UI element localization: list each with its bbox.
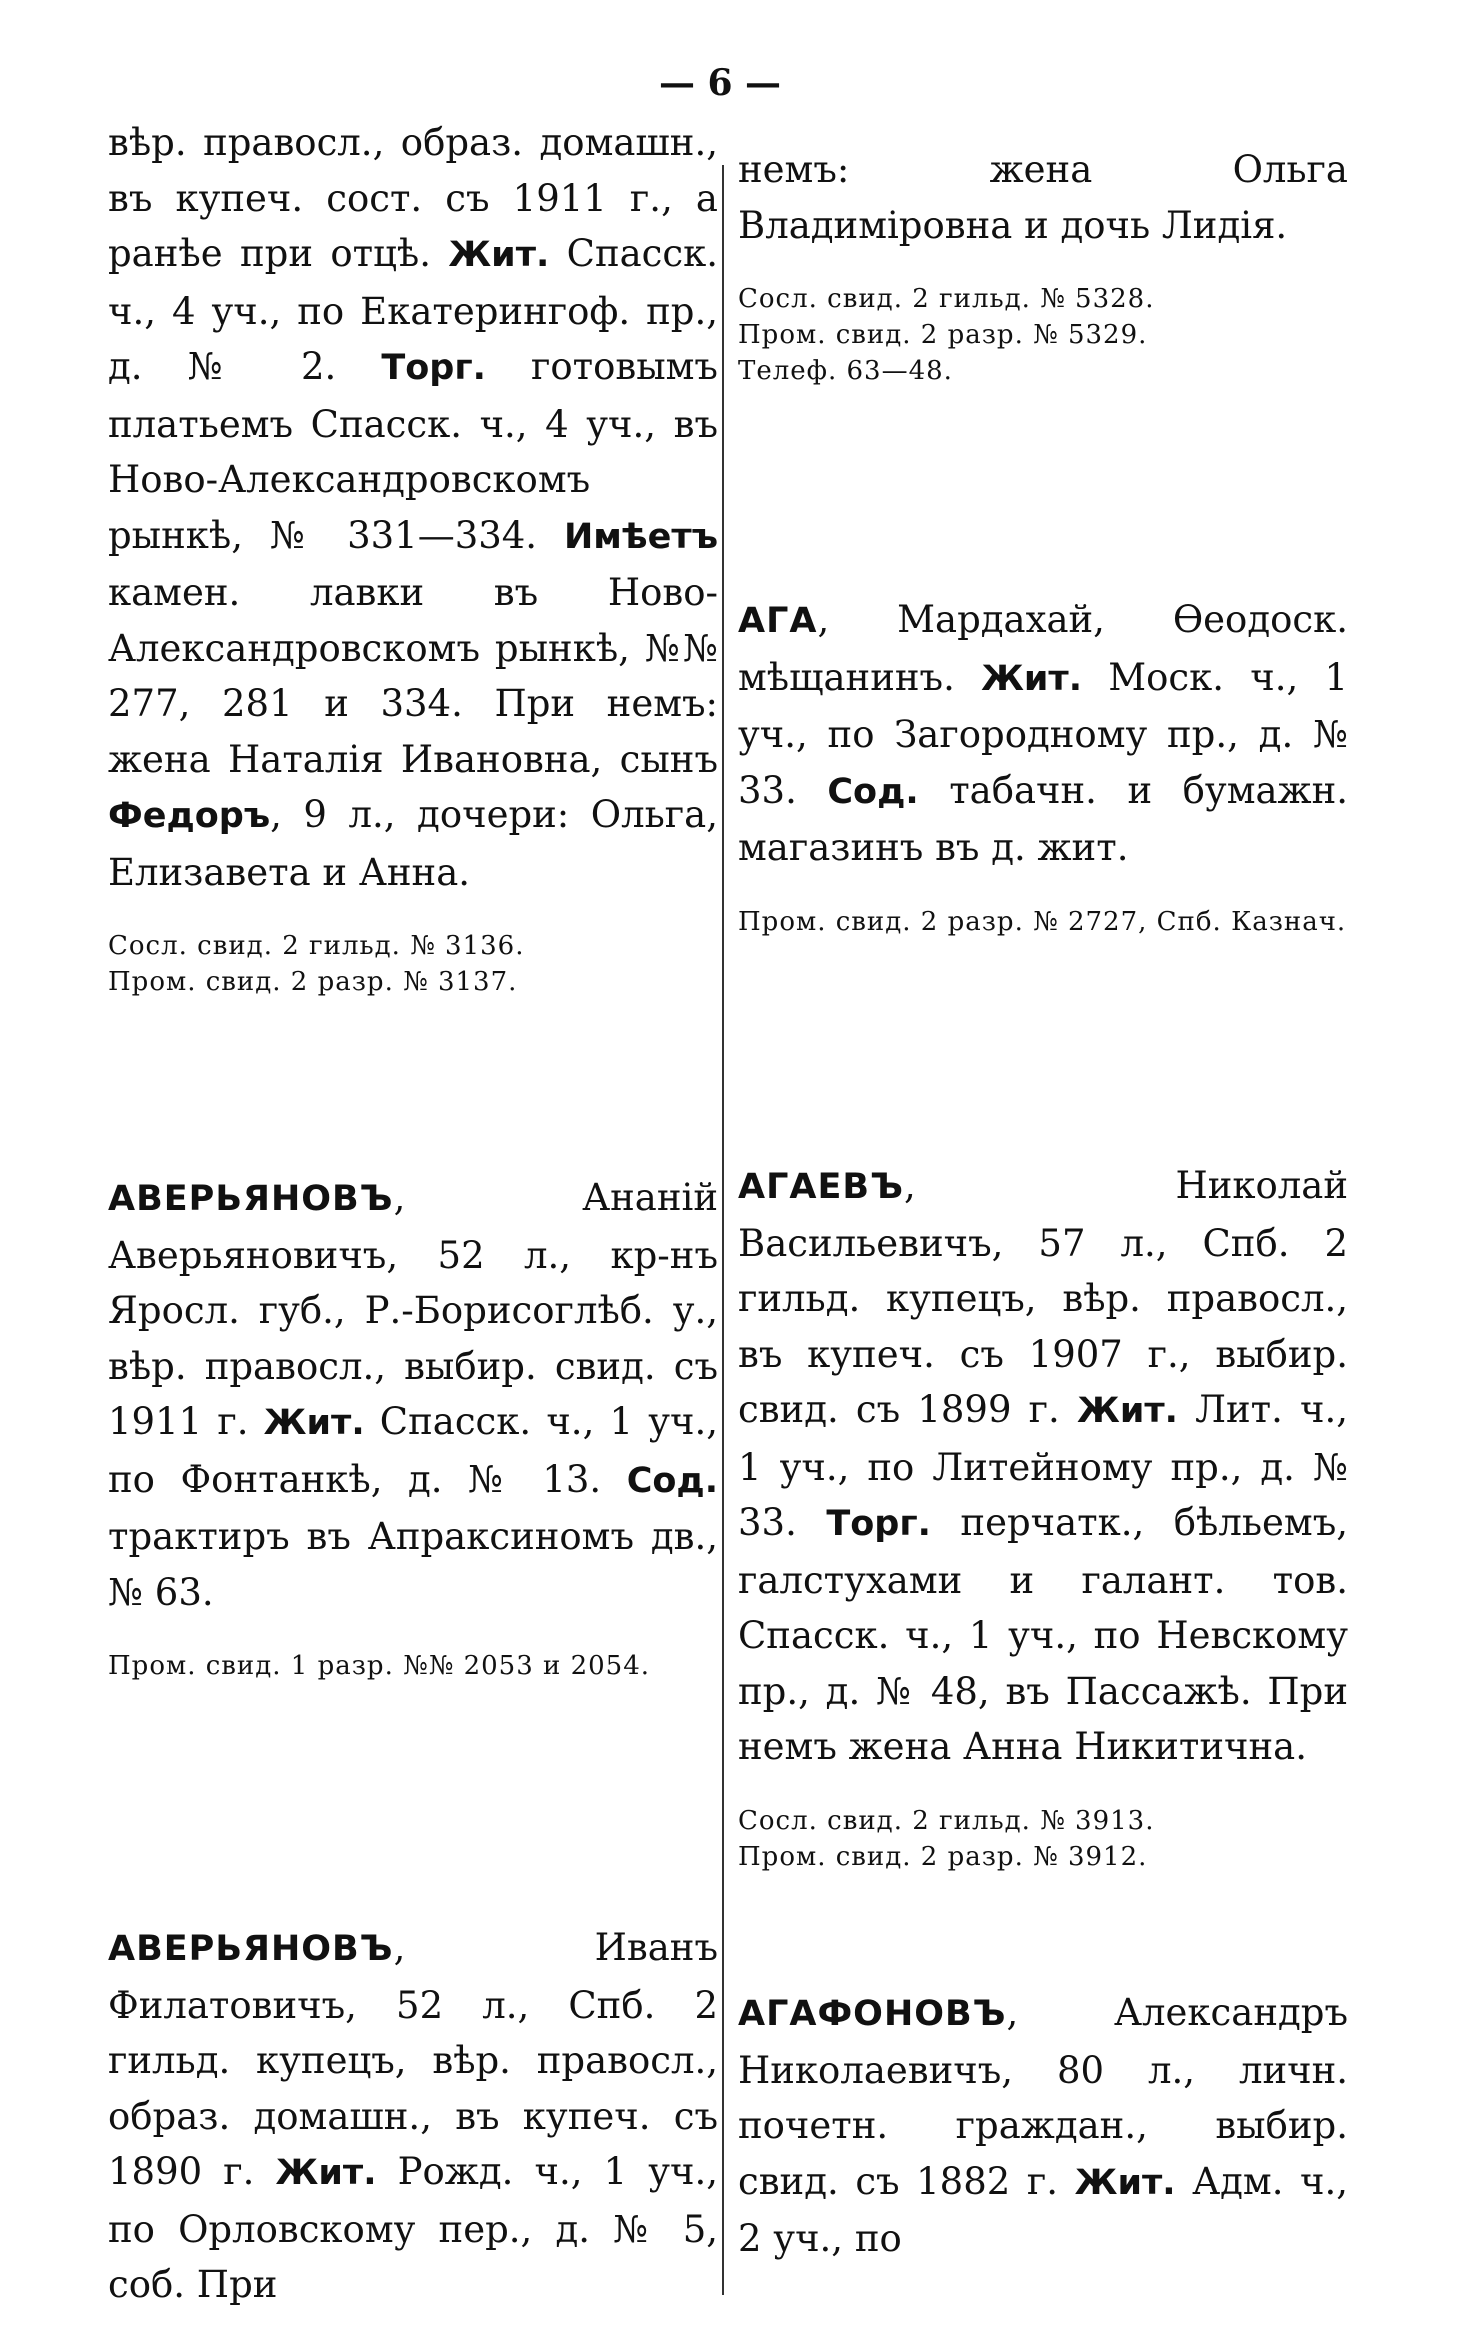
phone-note: Телеф. 63—48. — [738, 356, 953, 386]
entry-text: Спасск. ч., 4 уч., по Екатерингоф. пр., д. № 2. — [108, 232, 719, 388]
entry-text: Адм. ч., 2 уч., по — [738, 2159, 1349, 2260]
keyword-owns: Имѣетъ — [564, 516, 718, 557]
entry-text: Лит. ч., 1 уч., по Литейному пр., д. № 33. — [738, 1388, 1348, 1544]
entry-aga — [738, 592, 1348, 940]
keyword-maintains: Сод. — [626, 1460, 718, 1501]
entry-body — [108, 1170, 718, 1620]
certificate-note: Сосл. свид. 2 гильд. № 5328. — [738, 284, 1155, 314]
entry-agaev — [738, 1158, 1348, 1875]
entry-agafonov — [738, 1985, 1348, 2267]
entry-text: , Мардахай, Ѳеодоск. мѣщанинъ. — [738, 598, 1348, 699]
entry-surname: АВЕРЬЯНОВЪ — [108, 1929, 394, 1969]
entry-text: , Александръ Николаевичъ, 80 л., личн. почетн. граждан., выбир. свид. съ 1882 г. — [738, 1991, 1348, 2203]
keyword-residence: Жит. — [981, 658, 1083, 699]
entry-text: вѣр. правосл., образ. домашн., въ купеч. сост. съ 1911 г., а ранѣе при отцѣ. — [108, 121, 718, 275]
certificate-note: Сосл. свид. 2 гильд. № 3136. — [108, 931, 525, 961]
entry-text: перчатк., бѣльемъ, галстухами и галант. тов. Спасск. ч., 1 уч., по Невскому пр., д. № 48, въ Пассажѣ. При немъ жена Анна Никитична. — [738, 1501, 1348, 1768]
entry-surname: АГАЕВЪ — [738, 1167, 904, 1207]
entry-text: , Николай Васильевичъ, 57 л., Спб. 2 гильд. купецъ, вѣр. правосл., въ купеч. съ 1907 г., выбир. свид. съ 1899 г. — [738, 1164, 1348, 1431]
entry-averyanov-ivan — [108, 1920, 718, 2313]
keyword-residence: Жит. — [448, 235, 550, 275]
keyword-trade: Торг. — [826, 1504, 931, 1544]
entry-body — [738, 1985, 1348, 2267]
keyword-residence: Жит. — [263, 1403, 365, 1443]
keyword-name: Федоръ — [108, 796, 271, 836]
certificate-note: Сосл. свид. 2 гильд. № 3913. — [738, 1805, 1155, 1836]
entry-text: , Ананій Аверьяновичъ, 52 л., кр-нъ Яросл. губ., Р.-Борисоглѣб. у., вѣр. правосл., выбир. свид. съ 1911 г. — [108, 1176, 718, 1443]
keyword-maintains: Сод. — [827, 771, 919, 812]
entry-text: камен. лавки въ Ново-Александровскомъ рынкѣ, №№ 277, 281 и 334. При немъ: жена Наталія Ивановна, сынъ — [108, 571, 718, 781]
certificate-note: Пром. свид. 1 разр. №№ 2053 и 2054. — [108, 1651, 651, 1681]
entry-text: , 9 л., дочери: Ольга, Елизавета и Анна. — [108, 793, 718, 894]
entry-text: Моск. ч., 1 уч., по Загородному пр., д. № 33. — [738, 655, 1348, 812]
keyword-residence: Жит. — [1076, 1391, 1178, 1431]
certificate-note: Пром. свид. 2 разр. № 3912. — [738, 1841, 1148, 1872]
entry-body — [108, 115, 718, 900]
entry-surname: АВЕРЬЯНОВЪ — [108, 1179, 394, 1219]
keyword-trade: Торг. — [381, 348, 486, 388]
entry-text: трактиръ въ Апраксиномъ дв., № 63. — [108, 1515, 718, 1614]
entry-text: готовымъ платьемъ Спасск. ч., 4 уч., въ Ново-Александровскомъ рынкѣ, № 331—334. — [108, 345, 718, 557]
keyword-residence: Жит. — [275, 2153, 377, 2193]
keyword-residence: Жит. — [1074, 2162, 1176, 2203]
entry-surname: АГАФОНОВЪ — [738, 1994, 1007, 2034]
entry-text: табачн. и бумажн. магазинъ въ д. жит. — [738, 768, 1348, 869]
entry-text: Рожд. ч., 1 уч., по Орловскому пер., д. № 5, соб. При — [108, 2150, 718, 2306]
entry-text: , Иванъ Филатовичъ, 52 л., Спб. 2 гильд. купецъ, вѣр. правосл., образ. домашн., въ купеч. съ 1890 г. — [108, 1926, 718, 2193]
entry-continuation-left — [108, 115, 718, 1000]
entry-averyanov-ananiy — [108, 1170, 718, 1684]
entry-surname: АГА — [738, 601, 818, 641]
entry-body: немъ: жена Ольга Владиміровна и дочь Лидія. — [738, 148, 1348, 247]
entry-body — [108, 1920, 718, 2313]
entry-body — [738, 592, 1348, 876]
entry-body — [738, 1158, 1348, 1775]
page-number: — 6 — — [658, 62, 782, 104]
certificate-note: Пром. свид. 2 разр. № 2727, Спб. Казнач. — [738, 906, 1347, 937]
column-divider — [722, 165, 724, 2295]
entry-text: Спасск. ч., 1 уч., по Фонтанкѣ, д. № 13. — [108, 1400, 718, 1501]
certificate-note: Пром. свид. 2 разр. № 5329. — [738, 320, 1148, 350]
entry-continuation-right — [738, 142, 1348, 389]
certificate-note: Пром. свид. 2 разр. № 3137. — [108, 967, 518, 997]
